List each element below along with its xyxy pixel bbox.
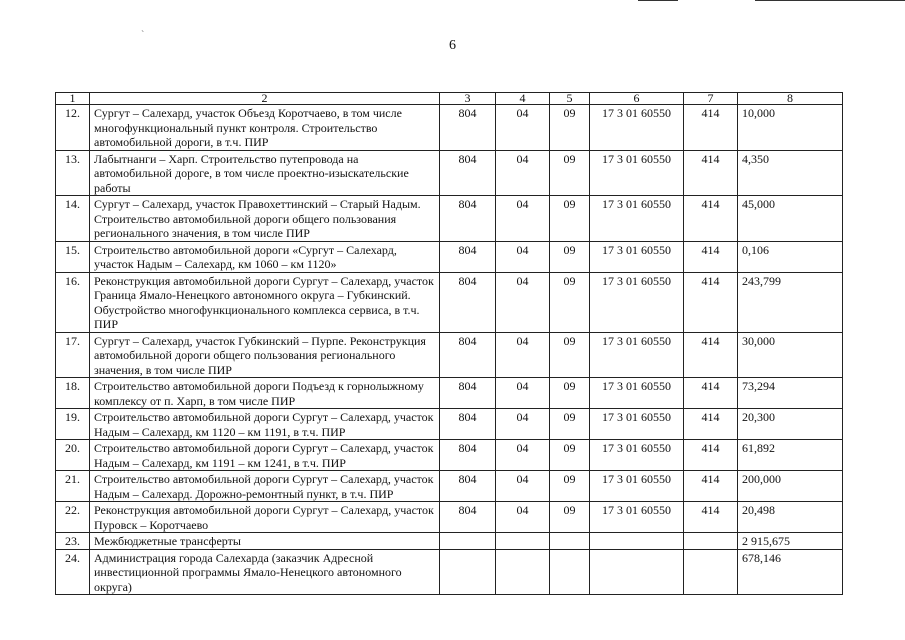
- subsection-code: 09: [550, 332, 590, 378]
- ministry-code: 804: [440, 272, 496, 332]
- section-code: 04: [496, 332, 550, 378]
- scan-speck: `: [141, 30, 145, 41]
- expense-type-code: 414: [684, 409, 738, 440]
- subsection-code: 09: [550, 150, 590, 196]
- table-row: [56, 378, 843, 409]
- amount-value: 30,000: [738, 332, 843, 378]
- section-code: [496, 533, 550, 550]
- table-row: [56, 196, 843, 242]
- table-row: [56, 332, 843, 378]
- ministry-code: 804: [440, 150, 496, 196]
- expense-type-code: 414: [684, 150, 738, 196]
- amount-value: 243,799: [738, 272, 843, 332]
- row-number: 12.: [56, 105, 90, 151]
- table-row: [56, 533, 843, 550]
- column-header: 7: [684, 93, 738, 105]
- column-header: 2: [90, 93, 440, 105]
- amount-value: 20,498: [738, 502, 843, 533]
- target-article-code: 17 3 01 60550: [590, 196, 684, 242]
- ministry-code: 804: [440, 196, 496, 242]
- ministry-code: 804: [440, 502, 496, 533]
- target-article-code: 17 3 01 60550: [590, 378, 684, 409]
- subsection-code: 09: [550, 272, 590, 332]
- ministry-code: [440, 549, 496, 595]
- amount-value: 61,892: [738, 440, 843, 471]
- section-code: 04: [496, 409, 550, 440]
- target-article-code: [590, 533, 684, 550]
- subsection-code: 09: [550, 471, 590, 502]
- amount-value: 200,000: [738, 471, 843, 502]
- ministry-code: 804: [440, 471, 496, 502]
- ministry-code: 804: [440, 105, 496, 151]
- subsection-code: 09: [550, 502, 590, 533]
- subsection-code: 09: [550, 409, 590, 440]
- section-code: 04: [496, 196, 550, 242]
- expense-type-code: 414: [684, 241, 738, 272]
- table-row: [56, 272, 843, 332]
- ministry-code: 804: [440, 332, 496, 378]
- table-row: [56, 241, 843, 272]
- amount-value: 2 915,675: [738, 533, 843, 550]
- expense-type-code: [684, 533, 738, 550]
- expense-type-code: 414: [684, 471, 738, 502]
- subsection-code: 09: [550, 241, 590, 272]
- column-header: 6: [590, 93, 684, 105]
- row-number: 14.: [56, 196, 90, 242]
- section-code: 04: [496, 378, 550, 409]
- table-row: [56, 502, 843, 533]
- row-description: Реконструкция автомобильной дороги Сургут – Салехард, участок Пуровск – Коротчаево: [90, 502, 440, 533]
- row-description: Администрация города Салехарда (заказчик Адресной инвестиционной программы Ямало-Ненецкого автономного округа): [90, 549, 440, 595]
- expense-type-code: 414: [684, 105, 738, 151]
- row-number: 17.: [56, 332, 90, 378]
- row-description: Сургут – Салехард, участок Объезд Коротчаево, в том числе многофункциональный пункт контроля. Строительство автомобильной дороги, в т.ч. ПИР: [90, 105, 440, 151]
- target-article-code: 17 3 01 60550: [590, 440, 684, 471]
- amount-value: 4,350: [738, 150, 843, 196]
- expense-type-code: 414: [684, 378, 738, 409]
- row-description: Строительство автомобильной дороги Подъезд к горнолыжному комплексу от п. Харп, в том числе ПИР: [90, 378, 440, 409]
- target-article-code: 17 3 01 60550: [590, 150, 684, 196]
- table-row: [56, 105, 843, 151]
- subsection-code: 09: [550, 105, 590, 151]
- column-header: 4: [496, 93, 550, 105]
- expense-type-code: 414: [684, 196, 738, 242]
- target-article-code: [590, 549, 684, 595]
- expense-type-code: 414: [684, 440, 738, 471]
- table-row: [56, 549, 843, 595]
- expense-type-code: 414: [684, 502, 738, 533]
- row-number: 20.: [56, 440, 90, 471]
- target-article-code: 17 3 01 60550: [590, 105, 684, 151]
- amount-value: 45,000: [738, 196, 843, 242]
- section-code: 04: [496, 272, 550, 332]
- section-code: 04: [496, 105, 550, 151]
- ministry-code: 804: [440, 409, 496, 440]
- column-header: 3: [440, 93, 496, 105]
- column-header: 5: [550, 93, 590, 105]
- row-number: 22.: [56, 502, 90, 533]
- row-description: Сургут – Салехард, участок Правохеттинский – Старый Надым. Строительство автомобильной дороги общего пользования регионального значения, в том числе ПИР: [90, 196, 440, 242]
- subsection-code: [550, 549, 590, 595]
- table-row: [56, 440, 843, 471]
- target-article-code: 17 3 01 60550: [590, 272, 684, 332]
- row-number: 16.: [56, 272, 90, 332]
- ministry-code: 804: [440, 378, 496, 409]
- row-description: Строительство автомобильной дороги Сургут – Салехард, участок Надым – Салехард, км 1191 – км 1241, в т.ч. ПИР: [90, 440, 440, 471]
- subsection-code: 09: [550, 440, 590, 471]
- table-row: [56, 471, 843, 502]
- budget-table: [55, 92, 843, 595]
- amount-value: 73,294: [738, 378, 843, 409]
- section-code: [496, 549, 550, 595]
- table-row: [56, 150, 843, 196]
- amount-value: 0,106: [738, 241, 843, 272]
- subsection-code: 09: [550, 196, 590, 242]
- section-code: 04: [496, 440, 550, 471]
- target-article-code: 17 3 01 60550: [590, 502, 684, 533]
- row-number: 18.: [56, 378, 90, 409]
- amount-value: 678,146: [738, 549, 843, 595]
- target-article-code: 17 3 01 60550: [590, 241, 684, 272]
- subsection-code: [550, 533, 590, 550]
- column-header: 1: [56, 93, 90, 105]
- row-number: 24.: [56, 549, 90, 595]
- row-number: 13.: [56, 150, 90, 196]
- row-description: Лабытнанги – Харп. Строительство путепровода на автомобильной дороге, в том числе проектно-изыскательские работы: [90, 150, 440, 196]
- row-description: Строительство автомобильной дороги Сургут – Салехард, участок Надым – Салехард, км 1120 – км 1191, в т.ч. ПИР: [90, 409, 440, 440]
- section-code: 04: [496, 150, 550, 196]
- row-number: 23.: [56, 533, 90, 550]
- amount-value: 20,300: [738, 409, 843, 440]
- expense-type-code: [684, 549, 738, 595]
- ministry-code: [440, 533, 496, 550]
- ministry-code: 804: [440, 440, 496, 471]
- target-article-code: 17 3 01 60550: [590, 471, 684, 502]
- row-description: Строительство автомобильной дороги «Сургут – Салехард, участок Надым – Салехард, км 1060 – км 1120»: [90, 241, 440, 272]
- row-description: Сургут – Салехард, участок Губкинский – Пурпе. Реконструкция автомобильной дороги общего пользования регионального значения, в том числе ПИР: [90, 332, 440, 378]
- column-number-row: [56, 93, 843, 105]
- ministry-code: 804: [440, 241, 496, 272]
- row-number: 21.: [56, 471, 90, 502]
- subsection-code: 09: [550, 378, 590, 409]
- expense-type-code: 414: [684, 272, 738, 332]
- top-rule-left: [638, 0, 678, 1]
- row-number: 19.: [56, 409, 90, 440]
- section-code: 04: [496, 241, 550, 272]
- row-description: Межбюджетные трансферты: [90, 533, 440, 550]
- page-number: 6: [449, 38, 456, 53]
- table-row: [56, 409, 843, 440]
- section-code: 04: [496, 502, 550, 533]
- target-article-code: 17 3 01 60550: [590, 332, 684, 378]
- row-description: Реконструкция автомобильной дороги Сургут – Салехард, участок Граница Ямало-Ненецкого автономного округа – Губкинский. Обустройство многофункционального комплекса сервиса, в т.ч. ПИР: [90, 272, 440, 332]
- section-code: 04: [496, 471, 550, 502]
- target-article-code: 17 3 01 60550: [590, 409, 684, 440]
- row-number: 15.: [56, 241, 90, 272]
- top-rule-right: [755, 0, 905, 1]
- column-header: 8: [738, 93, 843, 105]
- amount-value: 10,000: [738, 105, 843, 151]
- expense-type-code: 414: [684, 332, 738, 378]
- row-description: Строительство автомобильной дороги Сургут – Салехард, участок Надым – Салехард. Дорожно-ремонтный пункт, в т.ч. ПИР: [90, 471, 440, 502]
